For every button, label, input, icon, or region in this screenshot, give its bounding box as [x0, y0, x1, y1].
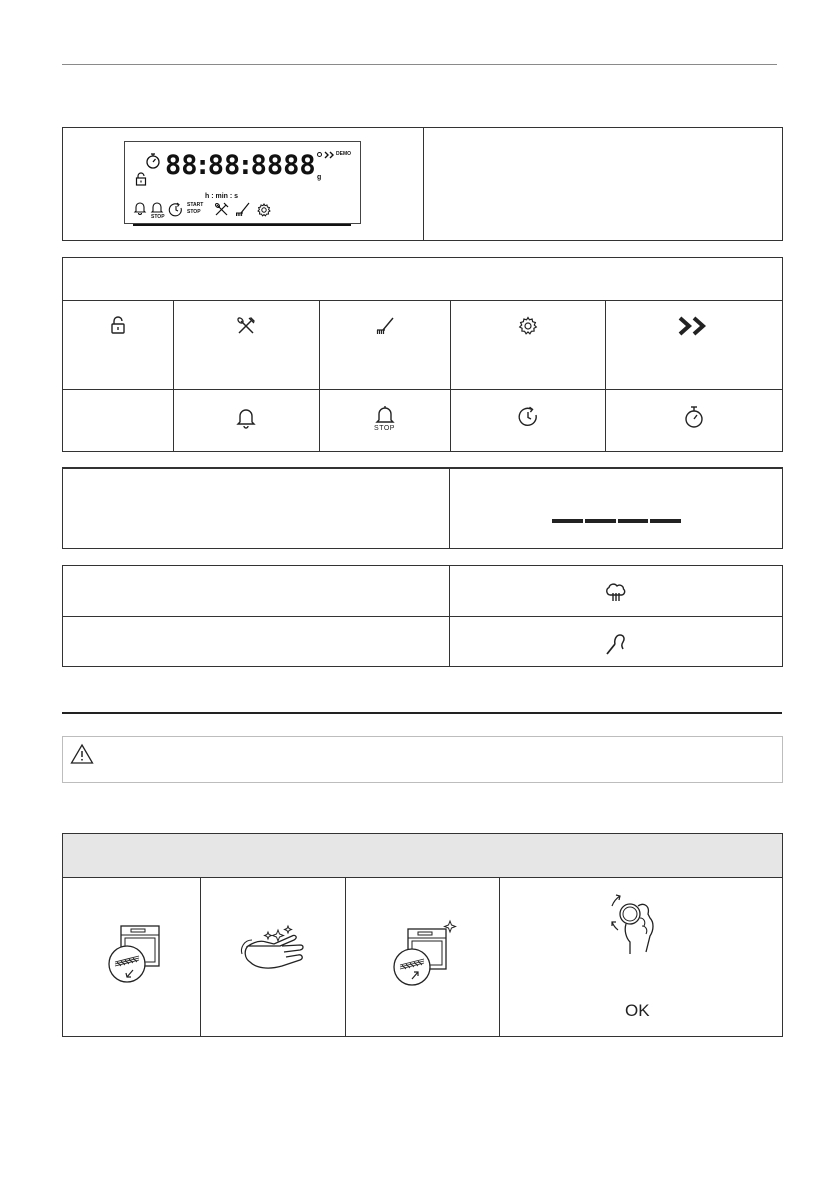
feature-icons-table	[62, 565, 783, 667]
clock-end-icon	[517, 406, 539, 428]
grid-cell-lock	[63, 316, 173, 334]
grid-cell-bell	[173, 407, 319, 429]
display-table-divider	[423, 128, 424, 240]
lcd-brush-icon	[235, 202, 251, 217]
section-rule	[62, 712, 782, 714]
grid-cell-stopwatch	[605, 405, 783, 429]
oven-remove-tray-icon	[105, 922, 171, 986]
lcd-bell-stop-icon	[150, 201, 164, 214]
lock-icon	[110, 316, 126, 334]
feature-cell-steam	[449, 583, 783, 603]
lcd-digits-minutes: 88	[207, 150, 241, 181]
fast-forward-icon	[677, 316, 711, 336]
lcd-start-stop-label: STOP	[187, 209, 201, 215]
bell-stop-icon	[375, 405, 395, 425]
feature-cell-probe	[449, 632, 783, 656]
steps-col-divider	[499, 878, 500, 1036]
icon-grid-table	[62, 257, 783, 452]
lcd-bell-icon	[133, 201, 147, 215]
lcd-end-time-icon	[168, 202, 184, 218]
lcd-lock-icon	[135, 172, 147, 186]
lcd-separator-2: :	[237, 150, 254, 181]
lcd-digit-readout	[165, 152, 316, 179]
bell-stop-label: STOP	[374, 425, 395, 432]
probe-icon	[605, 632, 627, 656]
lcd-digits-seconds: 8888	[250, 150, 316, 181]
steps-table-header	[63, 834, 782, 878]
grid-cell-fast-forward	[605, 316, 783, 336]
lcd-digits-hours: 88	[165, 150, 198, 181]
lcd-separator-1: :	[194, 150, 211, 181]
lcd-demo-label: DEMO	[336, 151, 351, 157]
grid-row-divider	[63, 389, 782, 390]
lcd-gram-label: g	[317, 174, 322, 181]
dashes-indicator	[552, 519, 681, 523]
grid-cell-end-time	[450, 406, 605, 428]
warning-triangle-icon	[70, 743, 94, 765]
header-rule	[62, 64, 777, 65]
ok-label: OK	[625, 1001, 650, 1020]
lcd-degree-icon	[317, 152, 322, 157]
lcd-fast-forward-icon	[324, 151, 335, 159]
lcd-stopwatch-icon	[145, 152, 161, 170]
lcd-bottom-bar	[133, 224, 351, 226]
grid-cell-brush	[319, 316, 450, 336]
steps-table	[62, 833, 783, 1037]
brush-icon	[375, 316, 395, 336]
display-table	[62, 127, 783, 241]
wipe-hand-icon	[238, 924, 310, 976]
grid-header-divider	[63, 300, 782, 301]
steam-icon	[605, 583, 627, 603]
gear-icon	[518, 316, 538, 336]
dashes-table-divider	[449, 469, 450, 548]
lcd-cutlery-icon	[214, 202, 229, 217]
lcd-start-label: START	[187, 202, 204, 208]
lcd-panel	[124, 141, 361, 224]
lcd-gear-icon	[257, 203, 271, 217]
lcd-time-units-label: h : min : s	[205, 193, 239, 200]
grid-cell-bell-stop	[319, 405, 450, 432]
oven-clean-insert-icon	[390, 919, 460, 987]
lcd-stop-label: STOP	[151, 214, 165, 220]
feature-table-row-divider	[63, 616, 782, 617]
warning-box	[62, 736, 783, 783]
knob-turn-hand-icon	[600, 888, 666, 960]
grid-cell-gear	[450, 316, 605, 336]
grid-cell-cutlery	[173, 316, 319, 336]
steps-col-divider	[200, 878, 201, 1036]
steps-col-divider	[345, 878, 346, 1036]
stopwatch-icon	[684, 405, 704, 429]
cutlery-icon	[236, 316, 256, 336]
bell-icon	[236, 407, 256, 429]
dashes-table	[62, 467, 783, 549]
